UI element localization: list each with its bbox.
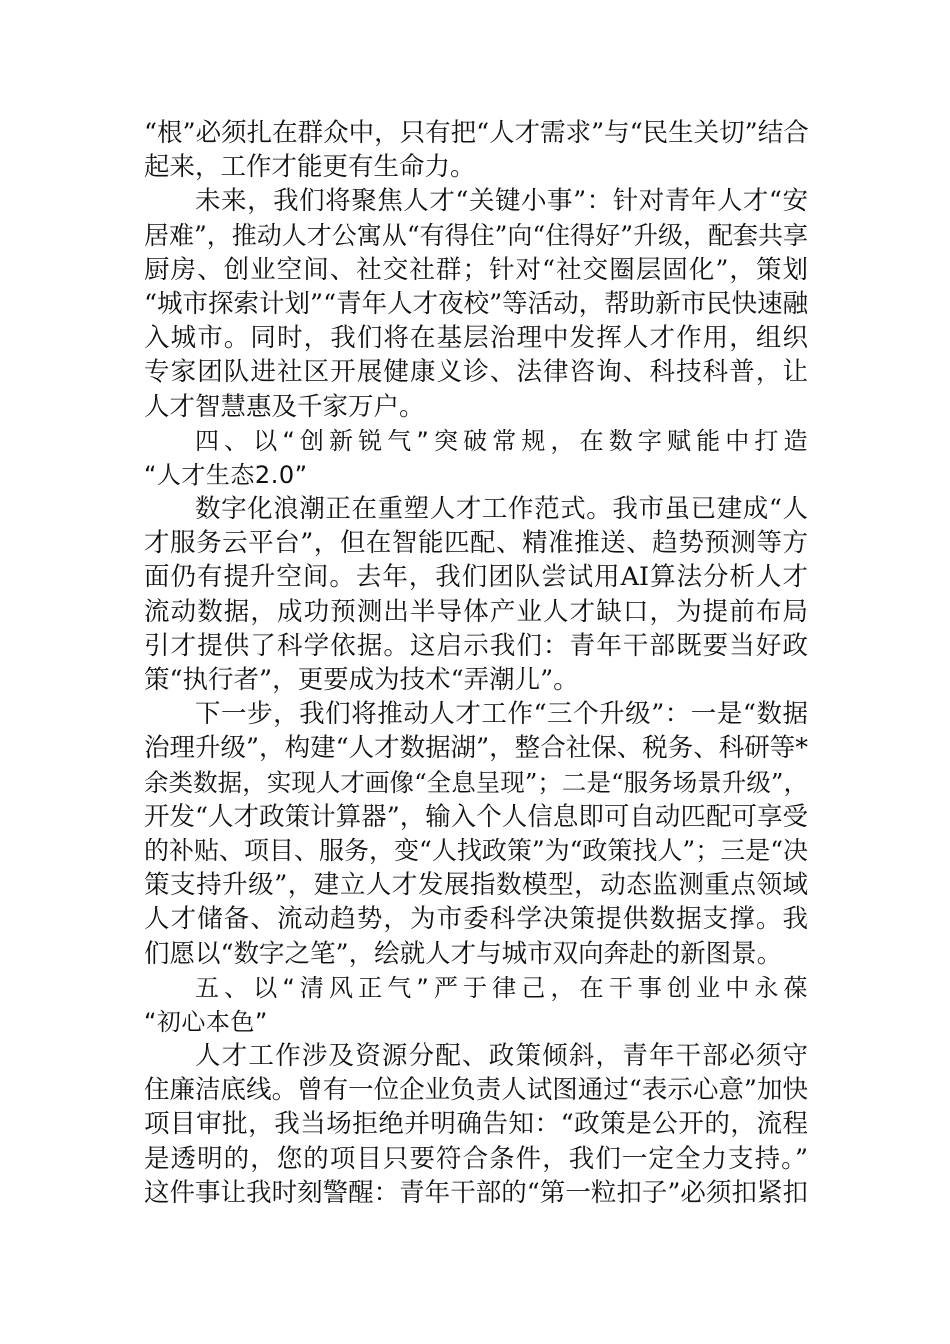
text-line: 这件事让我时刻警醒：青年干部的“第一粒扣子”必须扣紧扣 (144, 1177, 808, 1208)
section-heading-5-cont: “初心本色” (144, 1007, 268, 1036)
paragraph-start-line: 下一步，我们将推动人才工作“三个升级”：一是“数据 (195, 699, 808, 730)
text-line: 人才智慧惠及千家万户。 (144, 391, 425, 422)
text-line: 策支持升级”，建立人才发展指数模型，动态监测重点领域 (144, 870, 808, 901)
text-line: 起来，工作才能更有生命力。 (144, 152, 476, 183)
text-line: 人才储备、流动趋势，为市委科学决策提供数据支撑。我 (144, 904, 808, 935)
text-line: 项目审批，我当场拒绝并明确告知：“政策是公开的，流程 (144, 1109, 808, 1140)
text-line: 是透明的，您的项目只要符合条件，我们一定全力支持。” (144, 1143, 808, 1174)
text-line: 的补贴、项目、服务，变“人找政策”为“政策找人”；三是“决 (144, 835, 808, 865)
text-line: 才服务云平台”，但在智能匹配、精准推送、趋势预测等方 (144, 528, 808, 559)
text-line: 入城市。同时，我们将在基层治理中发挥人才作用，组织 (144, 323, 808, 354)
paragraph-start-line: 人才工作涉及资源分配、政策倾斜，青年干部必须守 (195, 1041, 808, 1072)
paragraph-start-line: 未来，我们将聚焦人才“关键小事”：针对青年人才“安 (195, 186, 808, 217)
section-heading-5: 五、以“清风正气”严于律己，在干事创业中永葆 (195, 973, 808, 1002)
body-text (144, 116, 808, 1210)
text-line: 流动数据，成功预测出半导体产业人才缺口，为提前布局 (144, 596, 808, 627)
text-line: 引才提供了科学依据。这启示我们：青年干部既要当好政 (144, 630, 808, 661)
text-line: 余类数据，实现人才画像“全息呈现”；二是“服务场景升级”， (144, 767, 808, 797)
text-line: 开发“人才政策计算器”，输入个人信息即可自动匹配可享受 (144, 801, 808, 832)
text-line: 策“执行者”，更要成为技术“弄潮儿”。 (144, 665, 579, 695)
text-line: “城市探索计划”“青年人才夜校”等活动，帮助新市民快速融 (144, 288, 809, 319)
text-line: 治理升级”，构建“人才数据湖”，整合社保、税务、科研等* (144, 733, 808, 764)
section-heading-4: 四、以“创新锐气”突破常规，在数字赋能中打造 (195, 426, 808, 455)
section-heading-4-cont: “人才生态2.0” (144, 460, 308, 489)
text-line: 们愿以“数字之笔”，绘就人才与城市双向奔赴的新图景。 (144, 938, 783, 969)
text-line: 面仍有提升空间。去年，我们团队尝试用AI算法分析人才 (144, 562, 808, 593)
text-line: 专家团队进社区开展健康义诊、法律咨询、科技科普，让 (144, 357, 808, 388)
text-line: “根”必须扎在群众中，只有把“人才需求”与“民生关切”结合 (144, 118, 809, 148)
paragraph-start-line: 数字化浪潮正在重塑人才工作范式。我市虽已建成“人 (195, 494, 808, 525)
text-line: 厨房、创业空间、社交社群；针对“社交圈层固化”，策划 (144, 254, 808, 285)
text-line: 住廉洁底线。曾有一位企业负责人试图通过“表示心意”加快 (144, 1075, 808, 1106)
text-line: 居难”，推动人才公寓从“有得住”向“住得好”升级，配套共享 (144, 220, 808, 250)
